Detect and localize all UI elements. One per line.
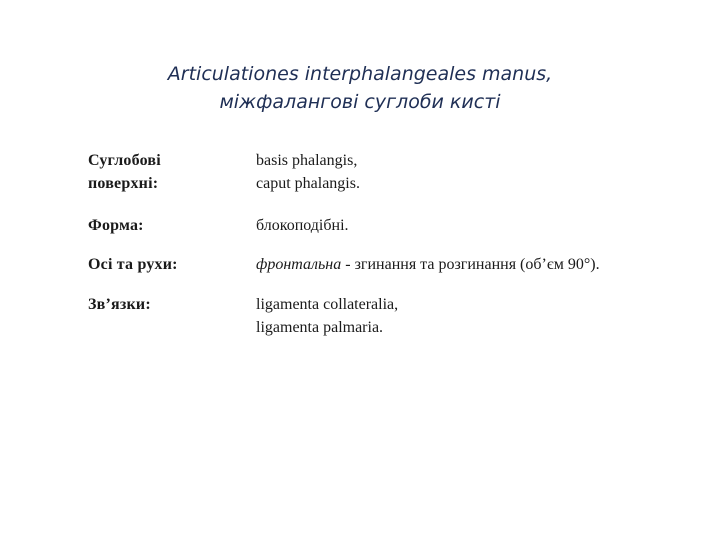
slide-title-latin: Articulationes interphalangeales manus,: [167, 63, 553, 85]
row-label: Форма:: [88, 217, 144, 234]
row-value: [256, 149, 696, 195]
row-value-line: basis phalangis,: [256, 152, 358, 169]
axis-name: фронтальна: [256, 256, 342, 273]
row-value-line: ligamenta palmaria.: [256, 319, 384, 336]
movement-description: - згинання та розгинання (об’єм 90°).: [341, 256, 600, 273]
row-value: [256, 253, 696, 276]
row-label-line: поверхні:: [88, 175, 159, 192]
row-label: Осі та рухи:: [88, 256, 178, 273]
row-value: [256, 293, 696, 339]
slide-title-ukrainian: міжфалангові суглоби кисті: [219, 91, 501, 113]
row-label: [88, 149, 248, 195]
row-value-line: ligamenta collateralia,: [256, 296, 399, 313]
row-value: блокоподібні.: [256, 217, 349, 234]
row-label: Зв’язки:: [88, 296, 151, 313]
row-label-line: Суглобові: [88, 152, 161, 169]
row-value-line: caput phalangis.: [256, 175, 360, 192]
